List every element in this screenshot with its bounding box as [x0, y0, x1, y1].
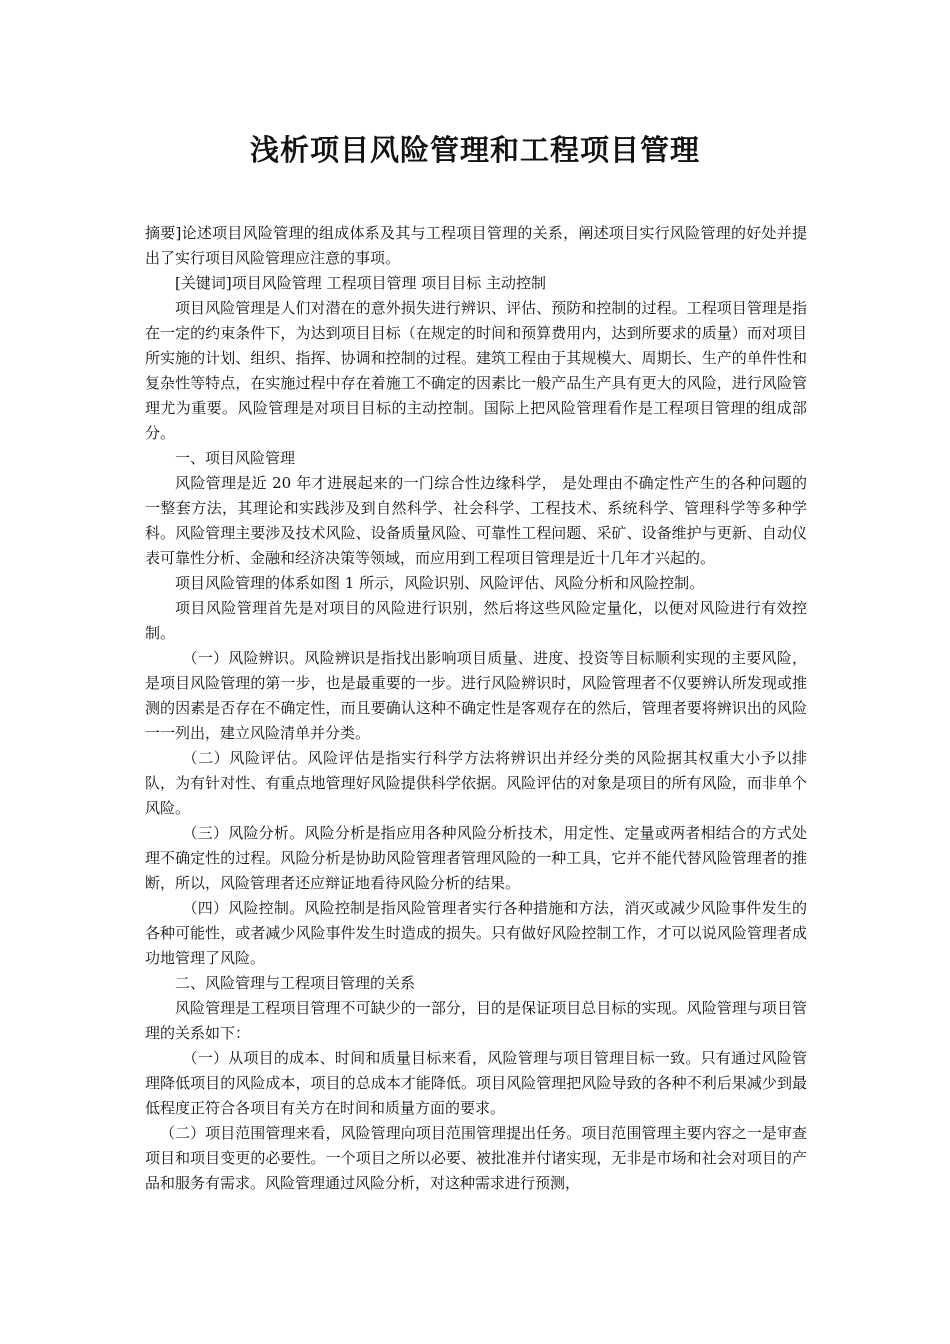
body-paragraph: 风险管理是近 20 年才进展起来的一门综合性边缘科学， 是处理由不确定性产生的各种问题的一整套方法，其理论和实践涉及到自然科学、社会科学、工程技术、系统科学、管理科学等多种学科。风险管理主要涉及技术风险、设备质量风险、可靠性工程问题、采矿、设备维护与更新、自动仪表可靠性分析、金融和经济决策等领域，而应用到工程项目管理是近十几年才兴起的。	[145, 474, 807, 567]
body-paragraph: （二）项目范围管理来看，风险管理向项目范围管理提出任务。项目范围管理主要内容之一是审查项目和项目变更的必要性。一个项目之所以必要、被批准并付诸实现，无非是市场和社会对项目的产品和服务有需求。风险管理通过风险分析，对这种需求进行预测，	[145, 1124, 807, 1192]
body-paragraph: （一）风险辨识。风险辨识是指找出影响项目质量、进度、投资等目标顺利实现的主要风险，是项目风险管理的第一步，也是最重要的一步。进行风险辨识时，风险管理者不仅要辨认所发现或推测的因素是否存在不确定性，而且要确认这种不确定性是客观存在的然后，管理者要将辨识出的风险一一列出，建立风险清单并分类。	[145, 649, 807, 742]
body-paragraph: （四）风险控制。风险控制是指风险管理者实行各种措施和方法，消灭或减少风险事件发生的各种可能性，或者减少风险事件发生时造成的损失。只有做好风险控制工作，才可以说风险管理者成功地管理了风险。	[145, 899, 807, 967]
abstract-paragraph: 摘要]论述项目风险管理的组成体系及其与工程项目管理的关系，阐述项目实行风险管理的好处并提出了实行项目风险管理应注意的事项。	[145, 224, 807, 267]
body-paragraph: 项目风险管理首先是对项目的风险进行识别，然后将这些风险定量化，以便对风险进行有效控制。	[145, 599, 807, 642]
body-paragraph: 风险管理是工程项目管理不可缺少的一部分，目的是保证项目总目标的实现。风险管理与项目管理的关系如下：	[145, 999, 807, 1042]
document-body	[145, 221, 807, 1196]
body-paragraph: 项目风险管理是人们对潜在的意外损失进行辨识、评估、预防和控制的过程。工程项目管理是指在一定的约束条件下，为达到项目目标（在规定的时间和预算费用内，达到所要求的质量）而对项目所实施的计划、组织、指挥、协调和控制的过程。建筑工程由于其规模大、周期长、生产的单件性和复杂性等特点，在实施过程中存在着施工不确定的因素比一般产品生产具有更大的风险，进行风险管理尤为重要。风险管理是对项目目标的主动控制。国际上把风险管理看作是工程项目管理的组成部分。	[145, 299, 807, 442]
section-heading: 二、风险管理与工程项目管理的关系	[175, 974, 416, 992]
body-paragraph: （一）从项目的成本、时间和质量目标来看，风险管理与项目管理目标一致。只有通过风险管理降低项目的风险成本，项目的总成本才能降低。项目风险管理把风险导致的各种不利后果减少到最低程度正符合各项目有关方在时间和质量方面的要求。	[145, 1049, 807, 1117]
keywords-paragraph: [关键词]项目风险管理 工程项目管理 项目目标 主动控制	[175, 274, 547, 292]
section-heading: 一、项目风险管理	[175, 449, 296, 467]
body-paragraph: （三）风险分析。风险分析是指应用各种风险分析技术，用定性、定量或两者相结合的方式处理不确定性的过程。风险分析是协助风险管理者管理风险的一种工具，它并不能代替风险管理者的推断，所以，风险管理者还应辩证地看待风险分析的结果。	[145, 824, 807, 892]
body-paragraph: 项目风险管理的体系如图 1 所示，风险识别、风险评估、风险分析和风险控制。	[175, 574, 705, 592]
body-paragraph: （二）风险评估。风险评估是指实行科学方法将辨识出并经分类的风险据其权重大小予以排队，为有针对性、有重点地管理好风险提供科学依据。风险评估的对象是项目的所有风险，而非单个风险。	[145, 749, 807, 817]
document-title: 浅析项目风险管理和工程项目管理	[249, 133, 700, 167]
